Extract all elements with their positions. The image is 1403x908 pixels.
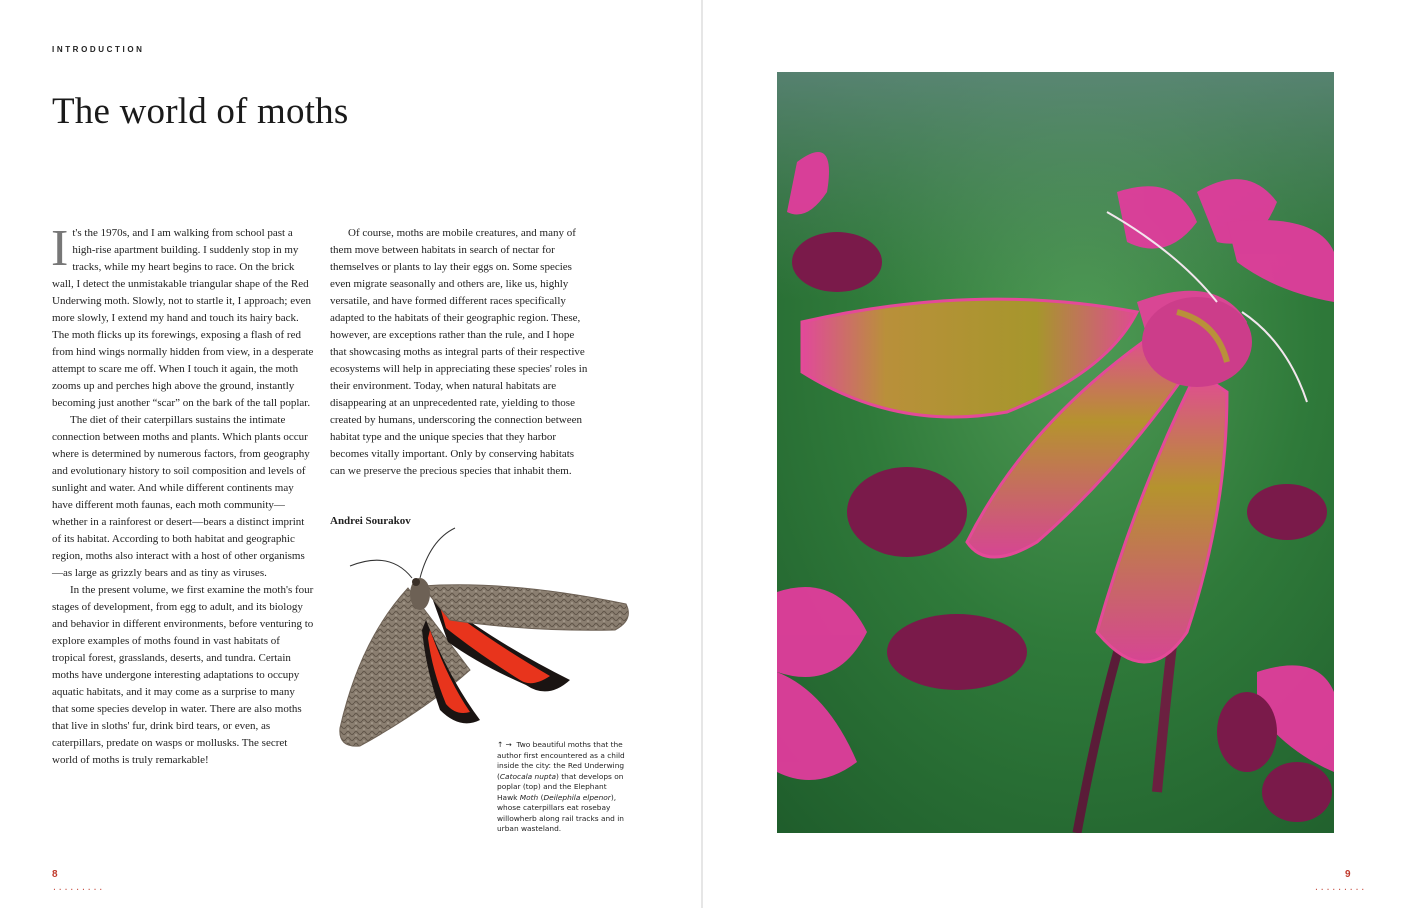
page-title: The world of moths <box>52 91 349 132</box>
paragraph-3: In the present volume, we first examine the moth's four stages of development, from egg to adult, and its biology and behavior in different environments, before venturing to explore examples of moths found in vast habitats of tropical forest, grasslands, deserts, and tundra. Certain moths have undergone interesting adaptations to occupy aquatic habitats, and it may come as a surprise to many that some species develop in water. There are also moths that live in sloths' fur, drink bird tears, or even, as caterpillars, predate on wasps or mollusks. The secret world of moths is truly remarkable! <box>52 584 314 766</box>
page-number: 9 <box>1345 869 1351 880</box>
folio-dots: ......... <box>52 884 105 893</box>
image-caption: ↑ → Two beautiful moths that the author first encountered as a child inside the city: the Red Underwing (Catocala nupta) that develops on poplar (top) and the Elephant Hawk Moth (Deilephila elpenor), whose caterpillars eat rosebay willowherb along rail tracks and in urban wasteland. <box>497 740 625 833</box>
paragraph-2: The diet of their caterpillars sustains the intimate connection between moths and plants. Which plants occur where is determined by numerous factors, from geography and evolutionary history to soil composition and levels of sunlight and water. And while different continents may have different moth faunas, each moth community— whether in a rainforest or desert—bears a distinct imprint of its habitat. According to both habitat and geographic region, moths also interact with a host of other organisms—as large as grizzly bears and as tiny as viruses. <box>52 414 310 579</box>
section-label: INTRODUCTION <box>52 45 145 54</box>
elephant-hawk-moth-image <box>777 72 1334 833</box>
paragraph-4: Of course, moths are mobile creatures, and many of them move between habitats in search of nectar for themselves or plants to lay their eggs on. Some species even migrate seasonally and others are, like us, highly versatile, and have formed different races specifically adapted to the habitats of their geographic region. These, however, are exceptions rather than the rule, and I hope that showcasing moths as integral parts of their respective ecosystems will help in appreciating these species' roles in their environment. Today, when natural habitats are disappearing at an unprecedented rate, yielding to those created by humans, underscoring the connection between habitat type and the unique species that they harbor becomes vitally important. Only by conserving habitats can we preserve the precious species that inhabit them. <box>330 227 588 477</box>
text-column-2 <box>330 225 592 480</box>
drop-cap: I <box>51 220 69 277</box>
paragraph-1-text: t's the 1970s, and I am walking from school past a high-rise apartment building. I suddenly stop in my tracks, while my heart begins to race. On the brick wall, I detect the unmistakable triangular shape of the Red Underwing moth. Slowly, not to startle it, I approach; even more slowly, I extend my hand and touch its hairy back. The moth flicks up its forewings, exposing a flash of red from hind wings normally hidden from view, in a desperate attempt to scare me off. When I touch it again, the moth zooms up and perches high above the ground, instantly becoming just another “scar” on the bark of the tall poplar. <box>52 227 314 409</box>
red-underwing-moth-image <box>330 520 634 750</box>
arrow-up-right-icon: ↑ → <box>497 740 512 749</box>
paragraph-1 <box>51 220 314 412</box>
page-number: 8 <box>52 869 58 880</box>
folio-dots: ......... <box>1314 884 1367 893</box>
text-column-1 <box>51 220 314 769</box>
author-name: Andrei Sourakov <box>330 515 411 527</box>
